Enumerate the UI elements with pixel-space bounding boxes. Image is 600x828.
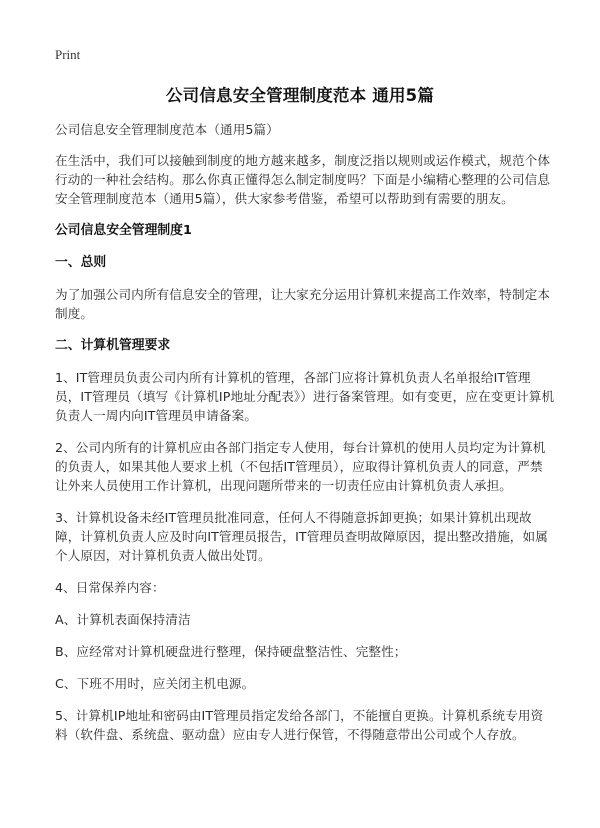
part2-heading: 二、计算机管理要求 (55, 338, 171, 353)
item-4c-paragraph: C、下班不用时，应关闭主机电源。 (55, 676, 255, 691)
item-4-paragraph: 4、日常保养内容： (55, 580, 165, 595)
document-body (55, 120, 555, 757)
document-subtitle: 公司信息安全管理制度范本（通用5篇） (55, 122, 279, 137)
item-5-paragraph: 5、计算机IP地址和密码由IT管理员指定发给各部门，不能擅自更换。计算机系统专用资料（软件盘、系统盘、驱动盘）应由专人进行保管，不得随意带出公司或个人存放。 (55, 708, 544, 742)
intro-paragraph: 在生活中，我们可以接触到制度的地方越来越多，制度泛指以规则或运作模式，规范个体行动的一种社会结构。那么你真正懂得怎么制定制度吗？下面是小编精心整理的公司信息安全管理制度范本（通用5篇），供大家参考借鉴，希望可以帮助到有需要的朋友。 (55, 153, 551, 206)
section-title: 公司信息安全管理制度1 (55, 223, 192, 238)
page-title: 公司信息安全管理制度范本 通用5篇 (165, 86, 435, 105)
item-4a-paragraph: A、计算机表面保持清洁 (55, 612, 191, 627)
print-label: Print (55, 47, 81, 62)
item-4b-paragraph: B、应经常对计算机硬盘进行整理，保持硬盘整洁性、完整性； (55, 644, 407, 659)
item-3-paragraph: 3、计算机设备未经IT管理员批准同意，任何人不得随意拆卸更换；如果计算机出现故障，计算机负责人应及时向IT管理员报告，IT管理员查明故障原因，提出整改措施，如属个人原因，对计算机负责人做出处罚。 (55, 510, 548, 563)
part1-paragraph: 为了加强公司内所有信息安全的管理，让大家充分运用计算机来提高工作效率，特制定本制度。 (55, 287, 551, 321)
part1-heading: 一、总则 (55, 255, 107, 270)
item-2-paragraph: 2、公司内所有的计算机应由各部门指定专人使用，每台计算机的使用人员均定为计算机的负责人，如果其他人要求上机（不包括IT管理员），应取得计算机负责人的同意，严禁让外来人员使用工作计算机，出现问题所带来的一切责任应由计算机负责人承担。 (55, 440, 546, 493)
item-1-paragraph: 1、IT管理员负责公司内所有计算机的管理，各部门应将计算机负责人名单报给IT管理员，IT管理员（填写《计算机IP地址分配表》）进行备案管理。如有变更，应在变更计算机负责人一周内向IT管理员申请备案。 (55, 370, 555, 423)
